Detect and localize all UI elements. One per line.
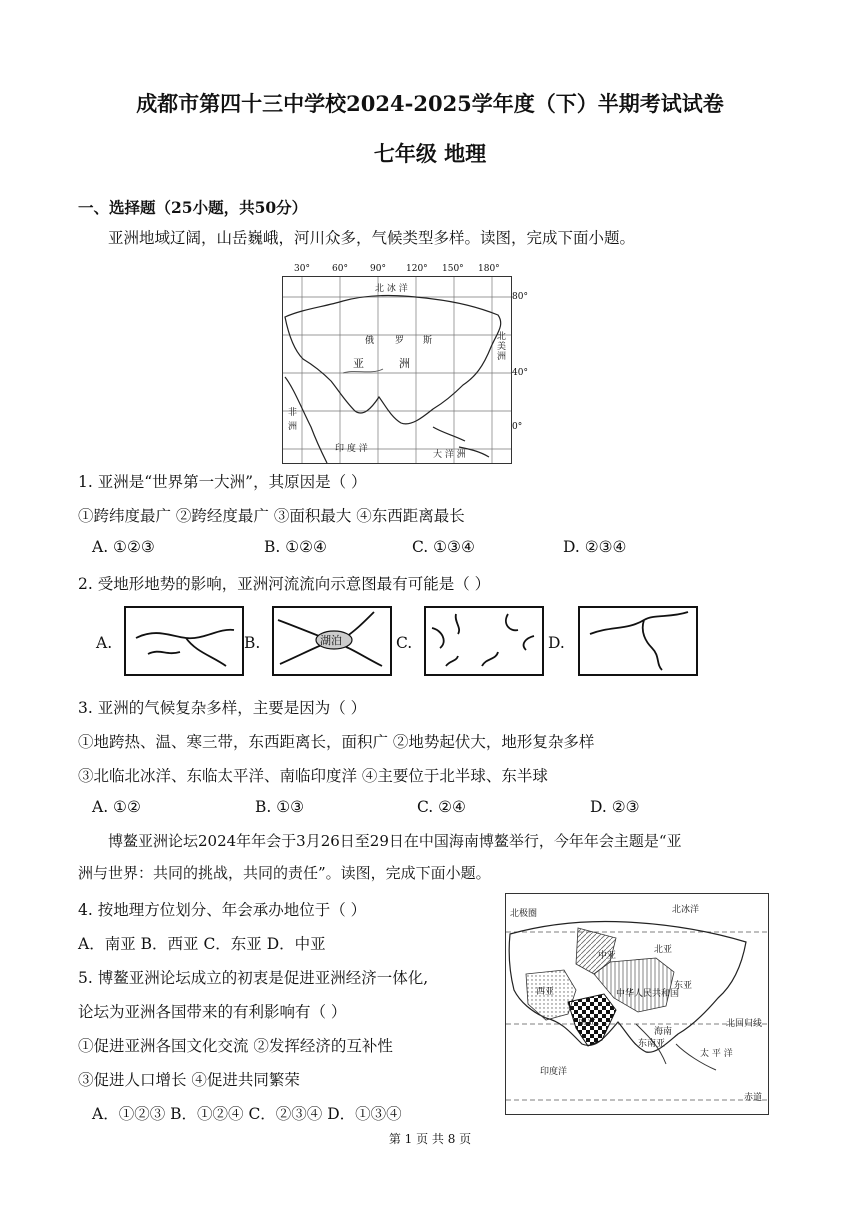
river-diagram-c <box>424 606 544 676</box>
arctic-circle-label: 北极圈 <box>510 909 538 919</box>
pacific-label: 太 平 洋 <box>700 1049 733 1059</box>
asia-map <box>282 262 528 466</box>
question-1-option-a[interactable]: A. ①②③ <box>92 538 155 556</box>
lat-label: 40° <box>512 368 528 378</box>
tropic-label: 北回归线 <box>726 1019 763 1029</box>
asia-label: 洲 <box>399 357 410 370</box>
question-2-option-c[interactable]: C. <box>396 634 413 652</box>
river-diagram-d-drawing <box>580 608 696 674</box>
southeast-asia-label: 东南亚 <box>638 1039 666 1049</box>
river-diagram-b <box>272 606 392 676</box>
equator-label: 赤道 <box>744 1093 763 1103</box>
south-asia-label: 南亚 <box>578 1017 597 1027</box>
north-america-label: 美 <box>497 342 507 352</box>
question-3-line1: ①地跨热、温、寒三带，东西距离长，面积广 ②地势起伏大，地形复杂多样 <box>78 733 595 751</box>
hainan-label: 海南 <box>654 1027 673 1037</box>
asia-map-drawing <box>283 277 511 463</box>
africa-label: 洲 <box>288 422 298 432</box>
africa-label: 非 <box>288 408 298 418</box>
russia-label: 罗 <box>395 336 405 346</box>
question-1-option-b[interactable]: B. ①②④ <box>264 538 327 556</box>
river-diagram-a-drawing <box>126 608 242 674</box>
central-asia-label: 中亚 <box>598 951 617 961</box>
question-5-stem-cont: 论坛为亚洲各国带来的有利影响有（ ） <box>78 1003 347 1021</box>
lon-label: 60° <box>332 264 348 274</box>
west-asia-label: 西亚 <box>536 987 555 997</box>
oceania-label: 大 洋 洲 <box>433 450 466 460</box>
asia-label: 亚 <box>353 357 364 370</box>
north-asia-label: 北亚 <box>654 945 673 955</box>
lat-label: 80° <box>512 292 528 302</box>
passage-2-line2: 洲与世界：共同的挑战，共同的责任”。读图，完成下面小题。 <box>78 864 491 882</box>
question-1-stem: 1. 亚洲是“世界第一大洲”，其原因是（ ） <box>78 473 367 491</box>
question-3-option-d[interactable]: D. ②③ <box>590 798 640 816</box>
lon-label: 120° <box>406 264 428 274</box>
east-asia-label: 东亚 <box>674 981 693 991</box>
question-1-statements: ①跨纬度最广 ②跨经度最广 ③面积最大 ④东西距离最长 <box>78 507 465 525</box>
russia-label: 斯 <box>423 336 433 346</box>
question-3-option-a[interactable]: A. ①② <box>92 798 141 816</box>
question-3-stem: 3. 亚洲的气候复杂多样，主要是因为（ ） <box>78 699 367 717</box>
page-number: 第 1 页 共 8 页 <box>388 1132 472 1146</box>
lake-label: 湖泊 <box>320 634 342 647</box>
asia-regions-map-drawing <box>506 894 768 1114</box>
river-diagram-d <box>578 606 698 676</box>
question-5-options[interactable]: A．①②③ B．①②④ C．②③④ D．①③④ <box>92 1105 402 1123</box>
river-diagram-a <box>124 606 244 676</box>
question-3-option-b[interactable]: B. ①③ <box>255 798 305 816</box>
passage-intro: 亚洲地域辽阔，山岳巍峨，河川众多，气候类型多样。读图，完成下面小题。 <box>108 229 636 247</box>
russia-label: 俄 <box>365 336 375 346</box>
lon-label: 30° <box>294 264 310 274</box>
question-4-options[interactable]: A．南亚 B．西亚 C．东亚 D．中亚 <box>78 935 326 953</box>
prc-label: 中华人民共和国 <box>616 989 680 999</box>
asia-regions-map <box>505 893 769 1115</box>
question-1-option-d[interactable]: D. ②③④ <box>563 538 627 556</box>
lon-label: 180° <box>478 264 500 274</box>
lon-label: 150° <box>442 264 464 274</box>
river-diagram-c-drawing <box>426 608 542 674</box>
lon-label: 90° <box>370 264 386 274</box>
question-5-stem: 5. 博鳌亚洲论坛成立的初衷是促进亚洲经济一体化, <box>78 969 429 987</box>
question-5-line1: ①促进亚洲各国文化交流 ②发挥经济的互补性 <box>78 1037 393 1055</box>
question-4-stem: 4. 按地理方位划分、年会承办地位于（ ） <box>78 901 367 919</box>
arctic-ocean-label: 北 冰 洋 <box>375 284 408 294</box>
question-5-line2: ③促进人口增长 ④促进共同繁荣 <box>78 1071 300 1089</box>
question-2-option-b[interactable]: B. <box>244 634 261 652</box>
question-2-option-d[interactable]: D. <box>548 634 565 652</box>
north-america-label: 北 <box>497 332 507 342</box>
question-3-option-c[interactable]: C. ②④ <box>417 798 466 816</box>
question-2-option-a[interactable]: A. <box>96 634 113 652</box>
indian-ocean-label: 印 度 洋 <box>335 444 368 454</box>
question-1-option-c[interactable]: C. ①③④ <box>412 538 475 556</box>
arctic-ocean-label: 北冰洋 <box>672 905 700 915</box>
page-title: 成都市第四十三中学校2024-2025学年度（下）半期考试试卷 <box>136 91 724 116</box>
page-subtitle: 七年级 地理 <box>373 141 487 166</box>
north-america-label: 洲 <box>497 352 507 362</box>
lat-label: 0° <box>512 422 523 432</box>
asia-map-frame <box>282 276 512 464</box>
section-heading: 一、选择题（25小题，共50分） <box>78 198 308 217</box>
question-2-stem: 2. 受地形地势的影响，亚洲河流流向示意图最有可能是（ ） <box>78 575 491 593</box>
question-3-line2: ③北临北冰洋、东临太平洋、南临印度洋 ④主要位于北半球、东半球 <box>78 767 548 785</box>
question-2-river-diagrams <box>92 606 772 678</box>
passage-2-line1: 博鳌亚洲论坛2024年年会于3月26日至29日在中国海南博鳌举行，今年年会主题是“亚 <box>108 832 682 850</box>
indian-ocean-label: 印度洋 <box>540 1067 568 1077</box>
